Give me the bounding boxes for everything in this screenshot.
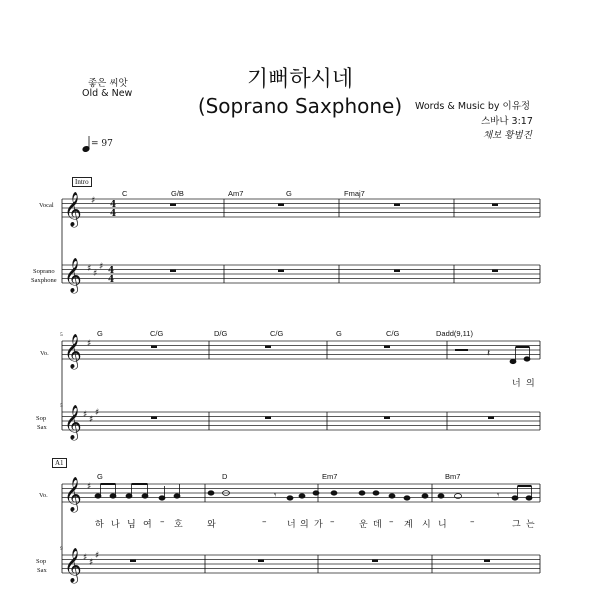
lyric-syllable: 님 [127,520,136,530]
rehearsal-mark-a1: A1 [52,458,67,468]
chord-symbol: G [286,189,292,198]
bar-lines [62,199,540,573]
lyric-syllable: 너 [512,379,521,389]
lyric-syllable: 너 [287,520,296,530]
svg-text:♯: ♯ [95,408,100,418]
lyric-syllable: 여 [143,520,152,530]
instrument-label-vocal-short: Vo. [39,492,48,499]
instrument-label-sax-short-line2: Sax [37,424,47,431]
measure-number: 9 [60,546,63,552]
instrument-label-sax-line2: Saxphone [31,277,57,284]
svg-text:4: 4 [108,266,115,276]
svg-text:♯: ♯ [83,410,88,420]
lyric-syllable: – [389,517,394,527]
treble-clef-icon: 𝄞 [64,258,82,293]
publisher-line2: Old & New [82,88,133,99]
chord-symbol: G/B [171,189,184,198]
treble-clef-icon: 𝄞 [64,477,82,512]
chord-symbol: C/G [270,329,284,338]
credit-arranger: 채보 황범진 [483,130,532,141]
svg-text:♯: ♯ [89,558,94,568]
chord-symbol: C/G [386,329,400,338]
chord-symbol: C/G [150,329,164,338]
rests-system3 [274,491,500,501]
vocal-notes-system2 [455,347,530,364]
treble-clef-icon: 𝄞 [64,334,82,369]
time-signature [108,200,116,285]
tempo-marking: = 97 [91,139,113,149]
lyric-syllable: 의 [300,520,309,530]
lyric-syllable: 호 [174,520,183,530]
chord-symbol: Am7 [228,189,244,198]
lyric-syllable: – [262,517,267,527]
instrument-label-sax-short-line2: Sax [37,567,47,574]
lyric-syllable: 시 [422,520,431,530]
chord-symbol: D [222,472,228,481]
lyric-syllable: – [160,517,165,527]
svg-text:♯: ♯ [91,196,96,206]
instrument-label-sax-short-line1: Sop [36,558,47,565]
lyric-syllable: 그 [512,520,521,530]
song-title: 기뻐하시네 [246,67,354,92]
svg-text:♯: ♯ [87,482,92,492]
lyric-syllable: 데 [373,520,382,530]
chord-symbol: Fmaj7 [344,189,365,198]
svg-text:𝄽: 𝄽 [487,348,491,359]
chord-symbol: D/G [214,329,228,338]
svg-text:𝄾: 𝄾 [274,491,277,501]
song-subtitle: (Soprano Saxphone) [197,94,403,118]
lyric-syllable: 운 [359,520,368,530]
treble-clef-icons [64,192,82,584]
credit-words-music: Words & Music by 이유정 [415,101,531,112]
svg-text:♯: ♯ [89,415,94,425]
lyric-syllable: 와 [207,520,216,530]
lyric-syllable: 나 [111,520,120,530]
instrument-label-vocal: Vocal [39,202,54,209]
lyric-syllable: 는 [526,520,535,530]
svg-text:♯: ♯ [99,262,104,272]
svg-text:4: 4 [108,275,115,285]
svg-text:𝄾: 𝄾 [497,491,500,501]
lyric-syllable: 니 [438,520,447,530]
svg-text:♯: ♯ [93,269,98,279]
lyric-syllable: – [470,517,475,527]
svg-text:♯: ♯ [87,339,92,349]
lyric-syllable: 의 [526,379,535,389]
staff-lines [62,199,540,573]
instrument-label-vocal-short: Vo. [40,350,49,357]
svg-text:♯: ♯ [83,553,88,563]
chord-symbol: Em7 [322,472,338,481]
lyric-syllable: 가 [314,520,323,530]
svg-text:♯: ♯ [95,551,100,561]
chord-symbol: G [97,472,103,481]
treble-clef-icon: 𝄞 [64,548,82,583]
treble-clef-icon: 𝄞 [64,192,82,227]
whole-rests [130,204,498,563]
treble-clef-icon: 𝄞 [64,405,82,440]
key-signature-sharps [83,196,103,568]
lyric-syllable: 계 [404,520,413,530]
chord-symbol: C [122,189,128,198]
svg-text:♯: ♯ [87,264,92,274]
credit-scripture: 스바나 3:17 [481,116,533,127]
measure-number: 5 [60,332,63,338]
chord-symbol: G [336,329,342,338]
measure-number: 5 [60,403,63,409]
instrument-label-sax-short-line1: Sop [36,415,47,422]
chord-symbol: Dadd(9,11) [436,329,473,338]
rehearsal-mark-intro: Intro [72,177,92,187]
tempo-note-icon [82,136,90,152]
svg-text:4: 4 [110,200,117,210]
svg-text:4: 4 [110,209,117,219]
instrument-label-sax-line1: Soprano [33,268,55,275]
publisher-line1: 좋은 씨앗 [88,78,128,89]
lyric-syllable: – [330,517,335,527]
chord-symbol: G [97,329,103,338]
lyric-syllable: 하 [95,520,104,530]
chord-symbol: Bm7 [445,472,461,481]
